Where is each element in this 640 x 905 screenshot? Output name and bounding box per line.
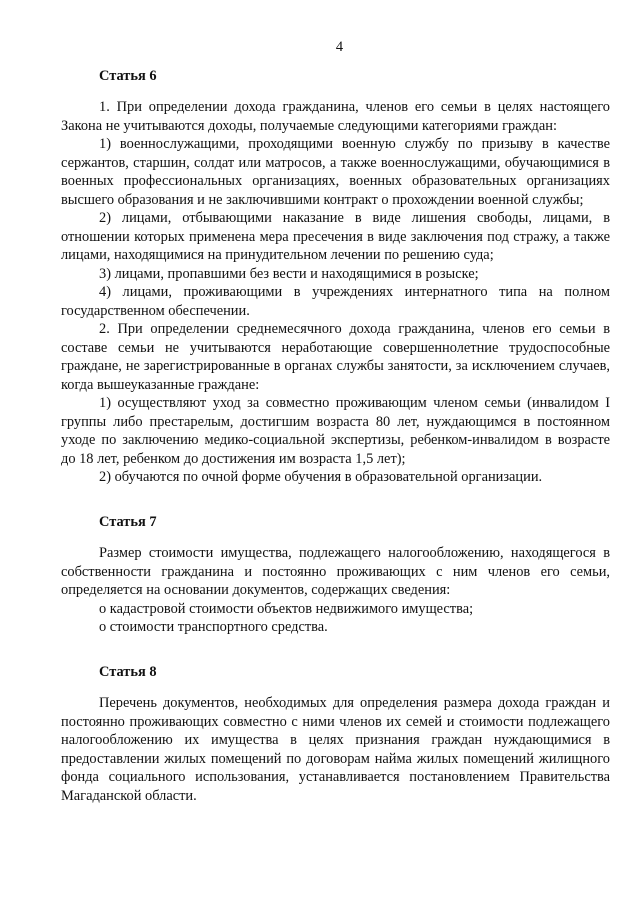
article-8-paragraph: Перечень документов, необходимых для определения размера дохода граждан и постоянно проживающих совместно с ними членов их семей и стоимости подлежащего налогообложению их имущества в целях признания граждан нуждающимися в предоставлении жилых помещений по договорам найма жилых помещений жилищного фонда социального использования, устанавливается постановлением Правительства Магаданской области. bbox=[61, 695, 610, 804]
article-6-paragraph: 4) лицами, проживающими в учреждениях интернатного типа на полном государственном обеспечении. bbox=[61, 284, 610, 319]
article-6-heading: Статья 6 bbox=[99, 67, 157, 84]
article-6-paragraph: 2. При определении среднемесячного дохода гражданина, членов его семьи в составе семьи не учитываются неработающие совершеннолетние трудоспособные граждане, не зарегистрированные в органах службы занятости, за исключением случаев, когда вышеуказанные граждане: bbox=[61, 321, 610, 393]
article-7-paragraph: Размер стоимости имущества, подлежащего налогообложению, находящегося в собственности гражданина и постоянно проживающих с ним членов его семьи, определяется на основании документов, содержащих сведения: bbox=[61, 545, 610, 598]
article-6-paragraph: 2) лицами, отбывающими наказание в виде лишения свободы, лицами, в отношении которых применена мера пресечения в виде заключения под стражу, а также лицами, находящимися на принудительном лечении по решению суда; bbox=[61, 210, 610, 263]
article-7-paragraph: о стоимости транспортного средства. bbox=[99, 619, 328, 635]
article-6-paragraph: 1) осуществляют уход за совместно проживающим членом семьи (инвалидом I группы либо престарелым, достигшим возраста 80 лет, нуждающимся в постоянном уходе по заключению медико-социальной экспертизы, ребенком-инвалидом в возрасте до 18 лет, ребенком до достижения им возраста 1,5 лет); bbox=[61, 395, 610, 467]
page-number: 4 bbox=[335, 39, 344, 55]
article-8-heading: Статья 8 bbox=[99, 663, 157, 680]
article-6-paragraph: 1) военнослужащими, проходящими военную службу по призыву в качестве сержантов, старшин, солдат или матросов, а также военнослужащими, обучающимися в военных профессиональных организациях, военных образовательных организациях высшего образования и не заключившими контракт о прохождении военной службы; bbox=[61, 136, 610, 208]
article-7-paragraph: о кадастровой стоимости объектов недвижимого имущества; bbox=[99, 600, 474, 617]
article-6-paragraph: 2) обучаются по очной форме обучения в образовательной организации. bbox=[99, 469, 543, 485]
article-6-paragraph: 1. При определении дохода гражданина, членов его семьи в целях настоящего Закона не учитываются доходы, получаемые следующими категориями граждан: bbox=[61, 99, 610, 134]
article-7-heading: Статья 7 bbox=[99, 513, 157, 530]
article-6-paragraph: 3) лицами, пропавшими без вести и находящимися в розыске; bbox=[99, 265, 479, 282]
